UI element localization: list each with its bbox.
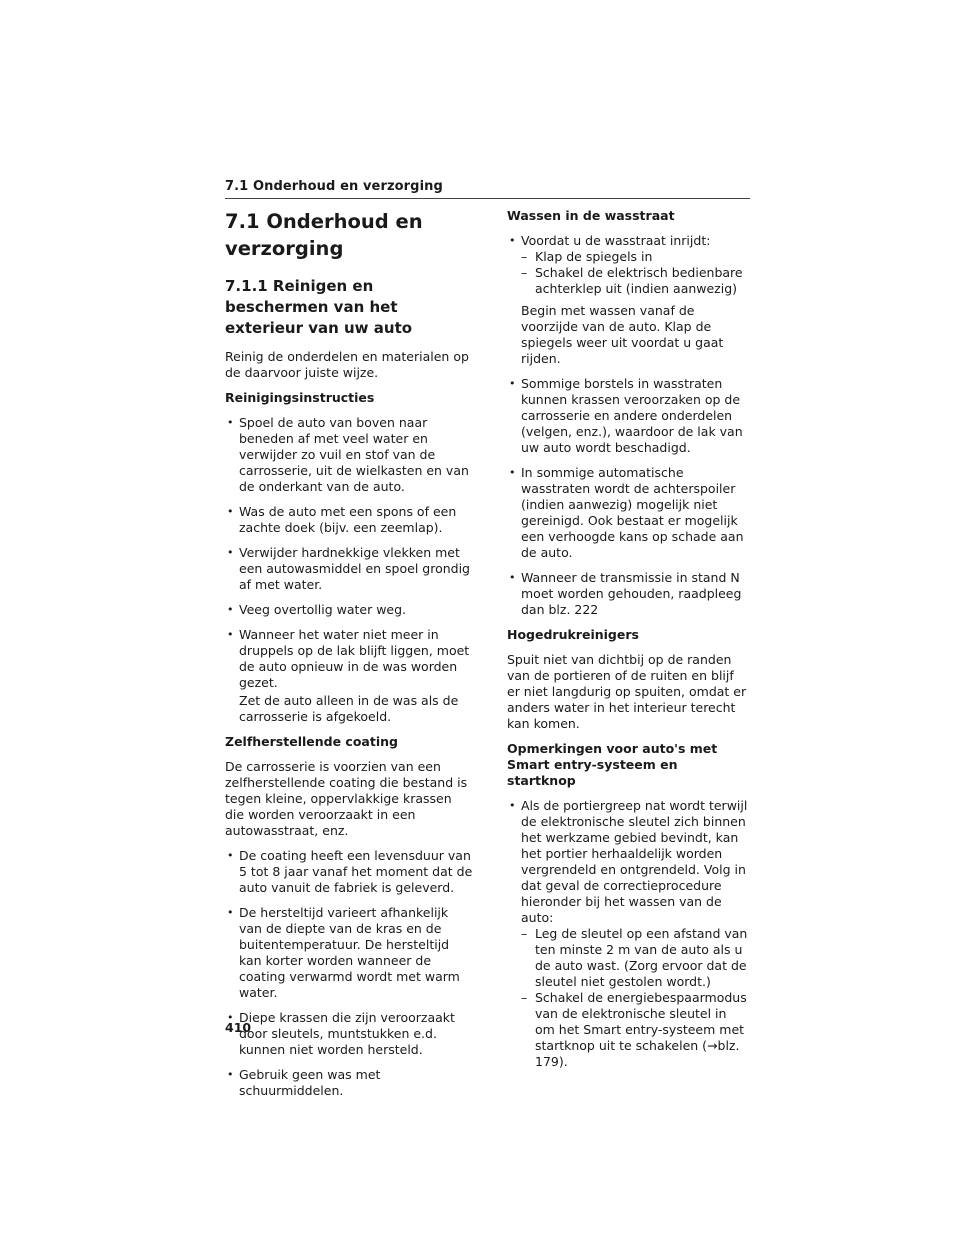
coating-intro: De carrosserie is voorzien van een zelfherstellende coating die bestand is tegen kleine, oppervlakkige krassen die worden veroorzaakt in een autowasstraat, enz. <box>225 759 468 838</box>
list-item-note: Begin met wassen vanaf de voorzijde van de auto. Klap de spiegels weer uit voordat u gaat rijden. <box>521 303 724 366</box>
list-item: • Voordat u de wasstraat inrijdt: – Klap de spiegels in – Schakel de elektrisch bedienbare achterklep uit (indien aanwezig) Begin met wassen vanaf de voorzijde van de auto. Klap de spiegels weer uit voordat u gaat rijden. <box>507 233 749 367</box>
list-item: • Veeg overtollig water weg. <box>225 602 473 618</box>
cleaning-heading: Reinigingsinstructies <box>225 390 375 405</box>
smart-entry-list <box>507 798 749 1070</box>
intro-paragraph: Reinig de onderdelen en materialen op de daarvoor juiste wijze. <box>225 349 469 380</box>
list-item: • In sommige automatische wasstraten wordt de achterspoiler (indien aanwezig) mogelijk niet gereinigd. Ook bestaat er mogelijk een verhoogde kans op schade aan de auto. <box>507 465 749 561</box>
highpressure-text: Spuit niet van dichtbij op de randen van de portieren of de ruiten en blijf er niet langdurig op spuiten, omdat er anders water in het interieur terecht kan komen. <box>507 652 747 731</box>
sub-list <box>521 926 749 1070</box>
list-item: • Verwijder hardnekkige vlekken met een autowasmiddel en spoel grondig af met water. <box>225 545 473 593</box>
list-item: • De coating heeft een levensduur van 5 tot 8 jaar vanaf het moment dat de auto vanuit de fabriek is geleverd. <box>225 848 473 896</box>
list-item: • Sommige borstels in wasstraten kunnen krassen veroorzaken op de carrosserie en andere onderdelen (velgen, enz.), waardoor de lak van uw auto wordt beschadigd. <box>507 376 749 456</box>
list-item: • Als de portiergreep nat wordt terwijl de elektronische sleutel zich binnen het werkzame gebied bevindt, kan het portier herhaaldelijk worden vergrendeld en ontgrendeld. Volg in dat geval de correctieprocedure hieronder bij het wassen van de auto: – Leg de sleutel op een afstand van ten minste 2 m van de auto als u de auto wast. (Zorg ervoor dat de sleutel niet gestolen wordt.) – Schakel de energiebespaarmodus van de elektronische sleutel in om het Smart entry-systeem met startknop uit te schakelen (→blz. 179). <box>507 798 749 1070</box>
coating-heading: Zelfherstellende coating <box>225 734 398 749</box>
list-item: • Was de auto met een spons of een zachte doek (bijv. een zeemlap). <box>225 504 473 536</box>
list-item: • Wanneer het water niet meer in druppels op de lak blijft liggen, moet de auto opnieuw in de was worden gezet. Zet de auto alleen in de was als de carrosserie is afgekoeld. <box>225 627 473 725</box>
list-item-note: Zet de auto alleen in de was als de carrosserie is afgekoeld. <box>239 693 459 724</box>
page-number: 410 <box>225 1020 252 1035</box>
coating-list <box>225 848 473 1099</box>
carwash-heading: Wassen in de wasstraat <box>507 208 675 223</box>
list-item: • De hersteltijd varieert afhankelijk van de diepte van de kras en de buitentemperatuur. De hersteltijd kan korter worden wanneer de coating verwarmd wordt met warm water. <box>225 905 473 1001</box>
section-title: 7.1 Onderhoud en verzorging <box>225 210 423 260</box>
right-column <box>507 208 749 1079</box>
smart-entry-heading: Opmerkingen voor auto's met Smart entry-systeem en startknop <box>507 741 718 788</box>
list-item: • Diepe krassen die zijn veroorzaakt door sleutels, muntstukken e.d. kunnen niet worden hersteld. <box>225 1010 473 1058</box>
sub-list-item: – Schakel de energiebespaarmodus van de elektronische sleutel in om het Smart entry-systeem met startknop uit te schakelen (→blz. 179). <box>521 990 749 1070</box>
running-header: 7.1 Onderhoud en verzorging <box>225 179 750 199</box>
sub-list-item: – Leg de sleutel op een afstand van ten minste 2 m van de auto als u de auto wast. (Zorg ervoor dat de sleutel niet gestolen wordt.) <box>521 926 749 990</box>
sub-list-item: – Schakel de elektrisch bedienbare achterklep uit (indien aanwezig) <box>521 265 749 297</box>
sub-list-item: – Klap de spiegels in <box>521 249 749 265</box>
subsection-title: 7.1.1 Reinigen en beschermen van het exterieur van uw auto <box>225 277 413 337</box>
left-column <box>225 208 473 1108</box>
list-item: • Gebruik geen was met schuurmiddelen. <box>225 1067 473 1099</box>
list-item: • Spoel de auto van boven naar beneden af met veel water en verwijder zo vuil en stof van de carrosserie, uit de wielkasten en van de onderkant van de auto. <box>225 415 473 495</box>
highpressure-heading: Hogedrukreinigers <box>507 627 639 642</box>
list-item: • Wanneer de transmissie in stand N moet worden gehouden, raadpleeg dan blz. 222 <box>507 570 749 618</box>
cleaning-list <box>225 415 473 725</box>
carwash-list <box>507 233 749 618</box>
sub-list <box>521 249 749 297</box>
